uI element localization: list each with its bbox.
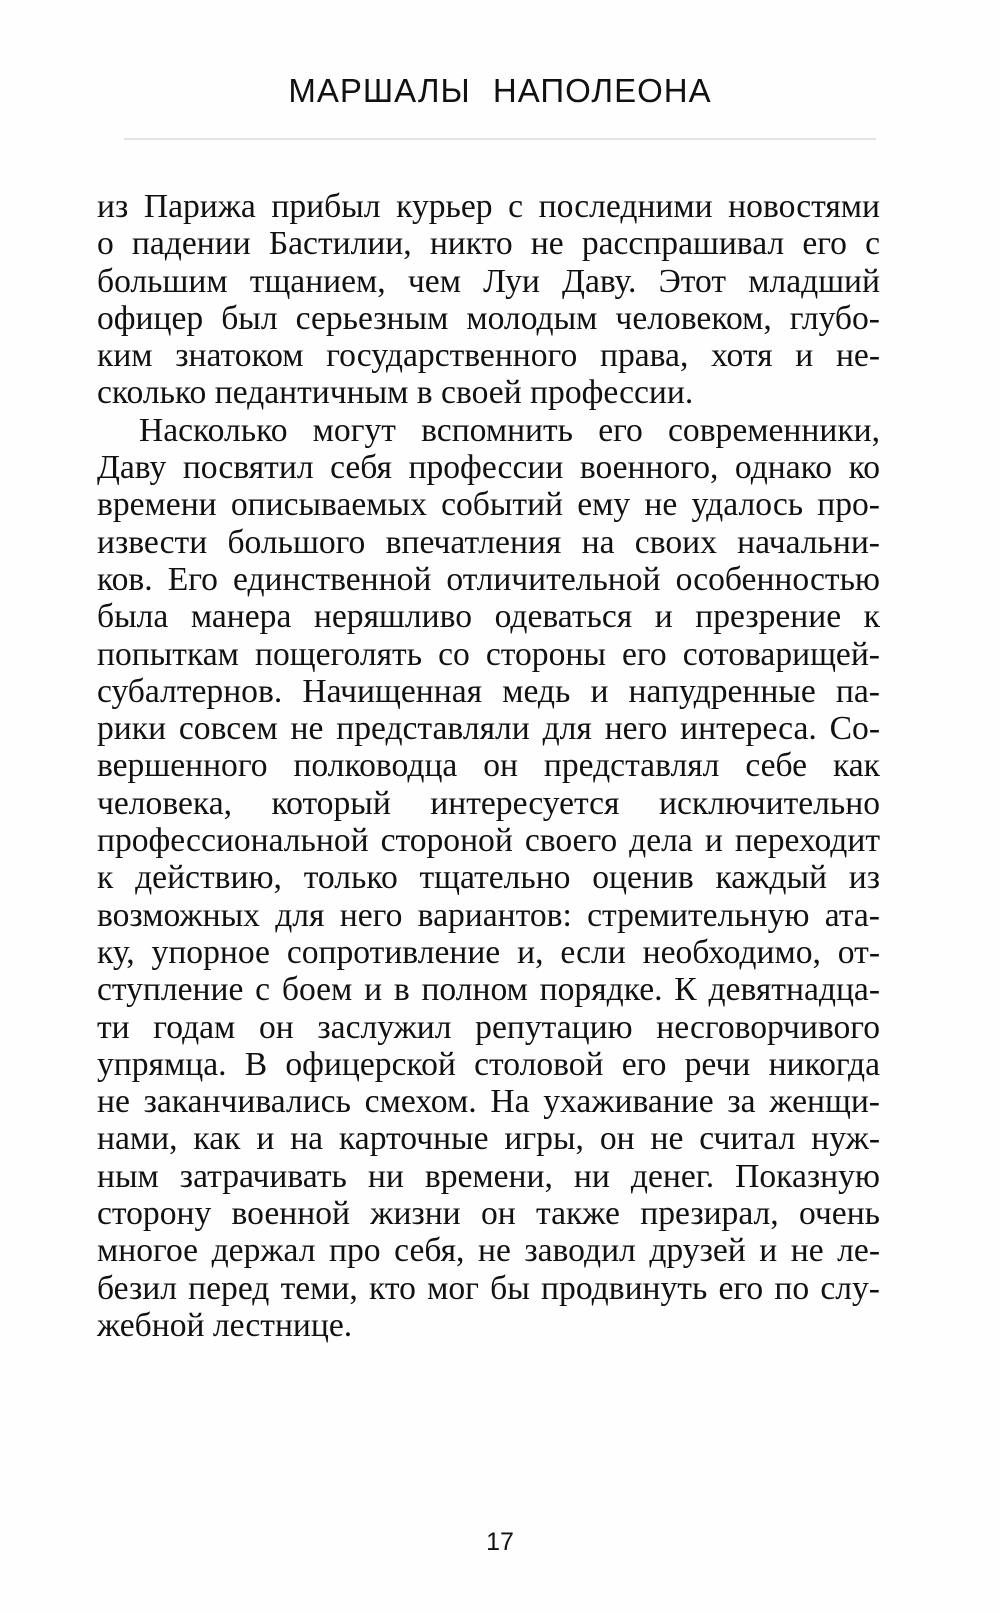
text-line: ким знатоком государственного права, хотя и не- — [97, 337, 880, 375]
text-line: не заканчивались смехом. На ухаживание за женщи- — [97, 1083, 880, 1121]
text-line: жебной лестнице. — [97, 1306, 353, 1344]
text-line: к действию, только тщательно оценив каждый из — [97, 859, 880, 897]
paragraph-1 — [97, 188, 880, 412]
text-line: ступление с боем и в полном порядке. К девятнадца- — [97, 971, 880, 1009]
text-line: профессиональной стороной своего дела и переходит — [97, 822, 880, 860]
text-line: субалтернов. Начищенная медь и напудренные па- — [97, 672, 880, 710]
text-line: сторону военной жизни он также презирал, очень — [97, 1195, 880, 1233]
text-line: Даву посвятил себя профессии военного, однако ко — [97, 449, 880, 487]
text-line: офицер был серьезным молодым человеком, глубо- — [97, 299, 880, 337]
text-line: человека, который интересуется исключительно — [97, 784, 880, 822]
text-line: безил перед теми, кто мог бы продвинуть его по слу- — [97, 1269, 880, 1307]
text-line: из Парижа прибыл курьер с последними новостями — [97, 188, 880, 225]
text-line: упрямца. В офицерской столовой его речи никогда — [97, 1045, 880, 1083]
text-line: нами, как и на карточные игры, он не считал нуж- — [97, 1120, 880, 1158]
text-line: многое держал про себя, не заводил друзей и не ле- — [97, 1232, 880, 1270]
body-text — [97, 188, 880, 1344]
text-line: сколько педантичным в своей профессии. — [97, 374, 694, 412]
text-line: попыткам пощеголять со стороны его сотоварищей- — [97, 635, 880, 673]
text-line: рики совсем не представляли для него интереса. Со- — [97, 710, 880, 748]
header-divider — [124, 138, 876, 140]
text-line: большим тщанием, чем Луи Даву. Этот младший — [97, 262, 880, 300]
text-line: вершенного полководца он представлял себе как — [97, 747, 880, 785]
text-line: ти годам он заслужил репутацию несговорчивого — [97, 1008, 880, 1046]
page-number: 17 — [486, 1528, 514, 1556]
text-line: возможных для него вариантов: стремительную ата- — [97, 896, 880, 934]
text-line: извести большого впечатления на своих начальни- — [97, 523, 880, 561]
paragraph-2 — [97, 412, 880, 1344]
text-line: времени описываемых событий ему не удалось про- — [97, 486, 880, 524]
text-line: Насколько могут вспомнить его современники, — [139, 411, 880, 449]
running-head-title: МАРШАЛЫ НАПОЛЕОНА — [288, 72, 712, 109]
text-line: была манера неряшливо одеваться и презрение к — [97, 598, 880, 636]
text-line: ным затрачивать ни времени, ни денег. Показную — [97, 1157, 880, 1195]
text-line: ку, упорное сопротивление и, если необходимо, от- — [97, 933, 880, 971]
text-line: ков. Его единственной отличительной особенностью — [97, 560, 880, 598]
text-line: о падении Бастилии, никто не расспрашивал его с — [97, 225, 880, 263]
